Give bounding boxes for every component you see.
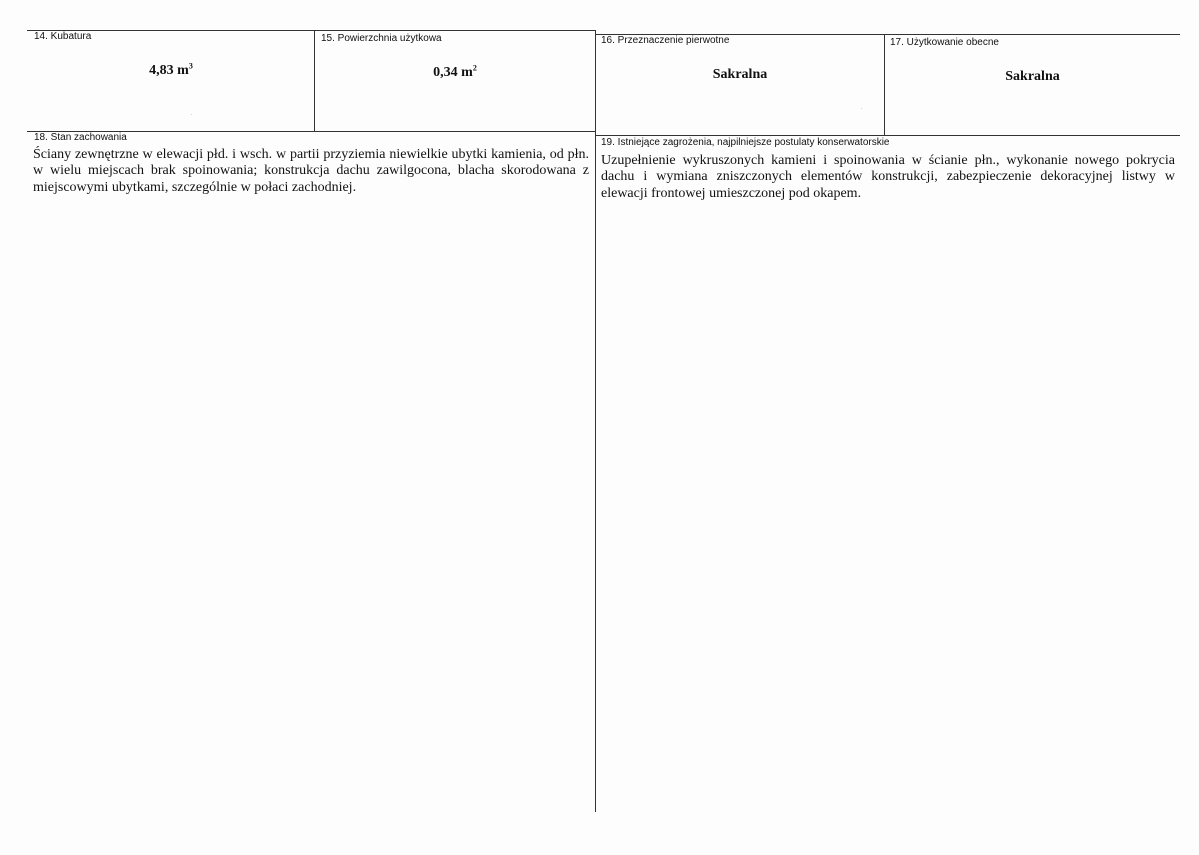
scan-mark-2: · [860,104,863,113]
top-border-left [27,30,595,31]
field-14-value [28,63,314,79]
field-16-value: Sakralna [712,67,768,82]
field-19-label: 19. Istniejące zagrożenia, najpilniejsze postulaty konserwatorskie [601,137,890,148]
field-14-unit-exponent: 3 [188,61,193,71]
field-19-text: Uzupełnienie wykruszonych kamieni i spoinowania w ścianie płn., wykonanie nowego pokrycia dachu i wymiana zniszczonych elementów konstrukcji, zabezpieczenie dekoracyjnej listwy w elewacji frontowej umieszczonej pod okapem. [601,153,1175,201]
field-18-label: 18. Stan zachowania [34,132,127,143]
field-17-label: 17. Użytkowanie obecne [890,37,999,48]
scan-mark-1: · [190,110,193,119]
center-divider [595,30,596,812]
field-18-text: Ściany zewnętrzne w elewacji płd. i wsch. w partii przyziemia niewielkie ubytki kamienia, od płn. w wielu miejscach brak spoinowania; konstrukcja dachu zawilgocona, blacha skorodowana z miejscowymi ubytkami, szczególnie w połaci zachodniej. [33,147,589,195]
row-divider-right [595,135,1180,136]
field-16-label: 16. Przeznaczenie pierwotne [601,35,730,46]
field-17-value: Sakralna [1005,69,1060,84]
field-15-value [315,65,595,81]
field-14-number: 4,83 m [149,63,189,78]
field-14-label: 14. Kubatura [34,31,92,42]
field-15-label: 15. Powierzchnia użytkowa [321,33,442,44]
field-15-number: 0,34 m [433,65,473,80]
field-15-unit-exponent: 2 [472,63,477,73]
